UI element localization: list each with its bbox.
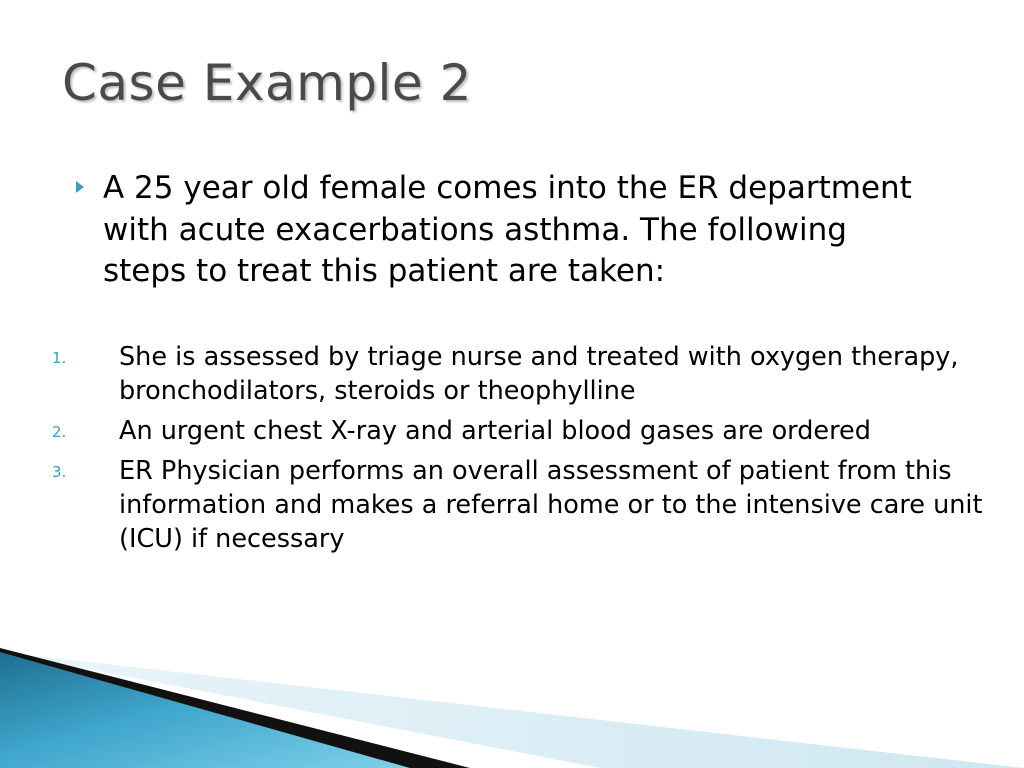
step-text: ER Physician performs an overall assessment of patient from this information and makes a referral home or to the intensive care unit (ICU) if necessary xyxy=(119,456,983,554)
triangle-right-icon xyxy=(76,181,84,193)
main-bullet xyxy=(76,168,936,293)
step-text: She is assessed by triage nurse and treated with oxygen therapy, bronchodilators, steroids or theophylline xyxy=(119,342,959,406)
slide-title: Case Example 2 xyxy=(62,54,472,112)
main-bullet-text: A 25 year old female comes into the ER department with acute exacerbations asthma. The following steps to treat this patient are taken: xyxy=(103,170,932,289)
list-item xyxy=(52,454,992,556)
step-number: 1. xyxy=(52,349,67,367)
steps-list xyxy=(52,340,992,562)
step-number: 2. xyxy=(52,423,67,441)
step-text: An urgent chest X-ray and arterial blood gases are ordered xyxy=(119,416,871,446)
list-item xyxy=(52,414,992,448)
decorative-corner-swoosh xyxy=(0,600,1024,768)
step-number: 3. xyxy=(52,463,67,481)
list-item xyxy=(52,340,992,408)
